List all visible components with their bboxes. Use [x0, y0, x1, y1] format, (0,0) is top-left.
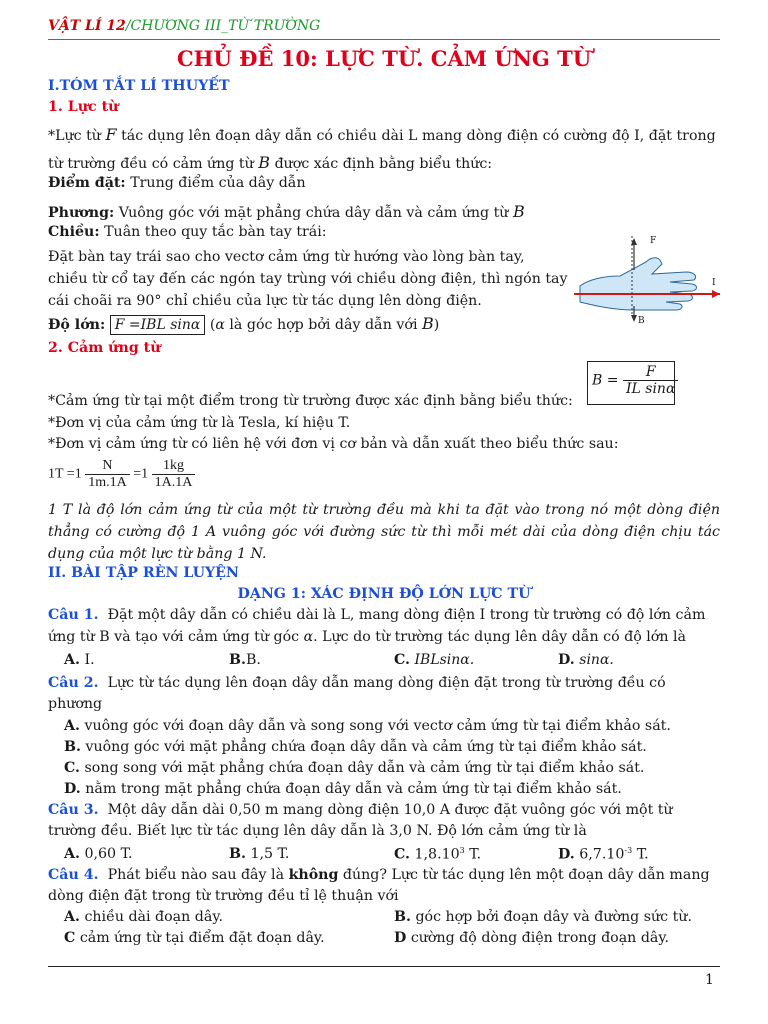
exponent: 3: [459, 846, 465, 855]
text: Một dây dẫn dài 0,50 m mang dòng điện 10,0 A được đặt vuông góc với một từ: [107, 802, 673, 818]
option-key: A.: [64, 909, 80, 925]
option-text: góc hợp bởi đoạn dây và đường sức từ.: [415, 909, 692, 925]
paren: (: [209, 317, 216, 333]
option-text: 1,8.10: [414, 846, 460, 863]
question-label: Câu 1.: [48, 607, 99, 623]
q1-option-c[interactable]: [394, 652, 474, 668]
value: Trung điểm của dây dẫn: [130, 175, 306, 191]
rule-line: cái choãi ra 90° chỉ chiều của lực từ tác dụng lên dòng điện.: [48, 293, 482, 309]
magnitude-line: [48, 314, 439, 335]
force-intro-line2: [48, 153, 492, 172]
option-key: D: [394, 930, 407, 946]
question-4-line2: dòng điện đặt trong từ trường đều tỉ lệ thuận với: [48, 888, 399, 904]
option-key: B.: [229, 846, 246, 862]
option-key: B.: [394, 909, 411, 925]
left-hand-rule-text: [48, 246, 568, 312]
fraction-kg-over-a-a: [152, 458, 196, 491]
option-key: B.: [229, 652, 246, 668]
option-text: vuông góc với đoạn dây dẫn và song song với vectơ cảm ứng từ tại điểm khảo sát.: [84, 718, 671, 734]
numerator: N: [85, 458, 130, 475]
exponent: -3: [624, 846, 633, 855]
option-text: chiều dài đoạn dây.: [84, 909, 223, 925]
option-key: C.: [64, 760, 80, 776]
text: Lực từ tác dụng lên đoạn dây dẫn mang dòng điện đặt trong từ trường đều có: [107, 675, 666, 691]
denominator: 1A.1A: [154, 475, 193, 490]
left-hand-rule-figure: [574, 236, 724, 328]
unit-equation: [48, 458, 195, 491]
subheading-luc-tu: 1. Lực từ: [48, 99, 119, 115]
keyword: không: [288, 867, 339, 883]
direction-line: [48, 202, 525, 221]
q3-option-c[interactable]: [394, 846, 481, 863]
fraction-n-over-m-a: [85, 458, 130, 491]
footer-rule: [48, 966, 720, 967]
option-text: sinα.: [579, 652, 614, 668]
option-text: song song với mặt phẳng chứa đoạn dây dẫn và cảm ứng từ tại điểm khảo sát.: [84, 760, 645, 776]
force-formula: F =IBL sinα: [110, 315, 206, 335]
point-of-application: [48, 175, 306, 191]
q3-option-b[interactable]: [229, 846, 289, 862]
tesla-definition: 1 T là độ lớn cảm ứng từ của một từ trường đều mà khi ta đặt vào trong nó một dòng điện thẳng có cường độ 1 A vuông góc với đường sức từ thì mỗi mét dài của dòng điện chịu tác dụng của một lực từ bằng 1 N.: [48, 502, 720, 562]
q1-option-b[interactable]: [229, 652, 261, 668]
denominator: IL sinα: [625, 381, 676, 397]
numerator: 1kg: [152, 458, 196, 475]
q4-option-c[interactable]: [64, 930, 325, 946]
option-text: cường độ dòng điện trong đoạn dây.: [410, 930, 669, 946]
page-number: 1: [705, 972, 714, 988]
q2-option-d[interactable]: [64, 781, 622, 797]
option-text: 1,5 T.: [250, 846, 290, 862]
subheading-cam-ung-tu: 2. Cảm ứng từ: [48, 340, 161, 356]
value: Vuông góc với mặt phẳng chứa dây dẫn và cảm ứng từ: [118, 205, 509, 221]
option-text: B.: [245, 652, 261, 668]
text: Đặt một dây dẫn có chiều dài là L, mang dòng điện I trong từ trường có độ lớn cảm: [107, 607, 706, 623]
question-2-line2: phương: [48, 696, 103, 712]
tesla-unit-line: *Đơn vị của cảm ứng từ là Tesla, kí hiệu T.: [48, 415, 351, 431]
question-label: Câu 4.: [48, 867, 99, 883]
option-key: C.: [394, 846, 410, 863]
label: Chiều:: [48, 224, 100, 240]
alpha-symbol: α: [303, 629, 314, 645]
q3-option-d[interactable]: [558, 846, 649, 863]
figure-label-f: F: [650, 236, 657, 246]
text: từ trường đều có cảm ứng từ: [48, 156, 254, 172]
vector-f-symbol: F: [105, 125, 117, 144]
option-key: A.: [64, 652, 80, 668]
lhs: B =: [592, 372, 619, 389]
text: . Lực do từ trường tác dụng lên dây dẫn có độ lớn là: [313, 629, 686, 645]
q1-option-a[interactable]: [64, 652, 95, 668]
vector-b-symbol: B: [258, 153, 271, 172]
vector-b-symbol: B: [422, 314, 434, 333]
q4-option-a[interactable]: [64, 909, 223, 925]
text: được xác định bằng biểu thức:: [274, 156, 493, 172]
question-3-line1: [48, 802, 673, 818]
option-key: D.: [558, 652, 575, 668]
value: Tuân theo quy tắc bàn tay trái:: [104, 224, 327, 240]
option-key: C: [64, 930, 76, 946]
fraction: [623, 364, 678, 397]
q3-option-a[interactable]: [64, 846, 132, 862]
q2-option-c[interactable]: [64, 760, 644, 776]
text: đúng? Lực từ tác dụng lên một đoạn dây dẫn mang: [342, 867, 710, 883]
question-label: Câu 3.: [48, 802, 99, 818]
label: Độ lớn:: [48, 317, 106, 333]
option-text: nằm trong mặt phẳng chứa đoạn dây dẫn và cảm ứng từ tại điểm khảo sát.: [85, 781, 622, 797]
numerator: F: [623, 364, 678, 381]
rule-line: chiều từ cổ tay đến các ngón tay trùng với chiều dòng điện, thì ngón tay: [48, 271, 568, 287]
option-text: 6,7.10: [579, 846, 625, 863]
option-key: C.: [394, 652, 410, 668]
unit: T.: [464, 846, 482, 863]
section-heading-exercises: II. BÀI TẬP RÈN LUYỆN: [48, 565, 239, 581]
vector-b-symbol: B: [512, 202, 525, 221]
lhs: 1T =1: [48, 466, 82, 482]
force-intro-line1: [48, 125, 716, 144]
unit: T.: [632, 846, 649, 863]
alpha-symbol: α: [215, 317, 225, 333]
type-heading: DẠNG 1: XÁC ĐỊNH ĐỘ LỚN LỰC TỪ: [237, 586, 531, 602]
text: tác dụng lên đoạn dây dẫn có chiều dài L mang dòng điện có cường độ I, đặt trong: [121, 128, 716, 144]
option-key: A.: [64, 846, 80, 862]
running-header: [48, 18, 320, 34]
option-text: 0,60 T.: [84, 846, 133, 862]
figure-label-i: I: [712, 278, 716, 288]
option-key: B.: [64, 739, 81, 755]
question-2-line1: [48, 675, 666, 691]
option-key: A.: [64, 718, 80, 734]
header-chapter: CHƯƠNG III_TỪ TRƯỜNG: [130, 18, 321, 34]
sense-line: [48, 224, 327, 240]
q2-option-b[interactable]: [64, 739, 647, 755]
label: Điểm đặt:: [48, 175, 126, 191]
option-text: I.: [84, 652, 95, 668]
section-heading-theory: I.TÓM TẮT LÍ THUYẾT: [48, 78, 230, 94]
text: ứng từ B và tạo với cảm ứng từ góc: [48, 629, 300, 645]
b-definition-line: *Cảm ứng từ tại một điểm trong từ trường được xác định bằng biểu thức:: [48, 393, 573, 409]
question-1-line1: [48, 607, 705, 623]
question-4-line1: [48, 867, 710, 883]
question-3-line2: trường đều. Biết lực từ tác dụng lên dây dẫn là 3,0 N. Độ lớn cảm ứng từ là: [48, 823, 587, 839]
q1-option-d[interactable]: [558, 652, 614, 668]
option-text: vuông góc với mặt phẳng chứa đoạn dây dẫn và cảm ứng từ tại điểm khảo sát.: [85, 739, 647, 755]
figure-label-b: B: [638, 316, 645, 326]
option-key: D.: [64, 781, 81, 797]
header-rule: [48, 39, 720, 40]
option-text: cảm ứng từ tại điểm đặt đoạn dây.: [79, 930, 325, 946]
text: Phát biểu nào sau đây là: [107, 867, 285, 883]
option-text: IBLsinα.: [414, 652, 475, 668]
page-title: CHỦ ĐỀ 10: LỰC TỪ. CẢM ỨNG TỪ: [176, 46, 592, 71]
text: là góc hợp bởi dây dẫn với: [229, 317, 418, 333]
denominator: 1m.1A: [88, 475, 127, 490]
option-key: D.: [558, 846, 575, 863]
question-label: Câu 2.: [48, 675, 99, 691]
equals: =1: [133, 466, 149, 482]
q4-option-b[interactable]: [394, 909, 692, 925]
header-sep: /: [125, 18, 131, 34]
q4-option-d[interactable]: [394, 930, 669, 946]
rule-line: Đặt bàn tay trái sao cho vectơ cảm ứng từ hướng vào lòng bàn tay,: [48, 249, 525, 265]
label: Phương:: [48, 205, 115, 221]
unit-relation-line: *Đơn vị cảm ứng từ có liên hệ với đơn vị cơ bản và dẫn xuất theo biểu thức sau:: [48, 436, 619, 452]
q2-option-a[interactable]: [64, 718, 671, 734]
header-subject: VẬT LÍ 12: [48, 18, 126, 34]
text: *Lực từ: [48, 128, 101, 144]
paren: ): [433, 317, 440, 333]
question-1-line2: [48, 629, 686, 645]
b-formula: [592, 364, 678, 397]
